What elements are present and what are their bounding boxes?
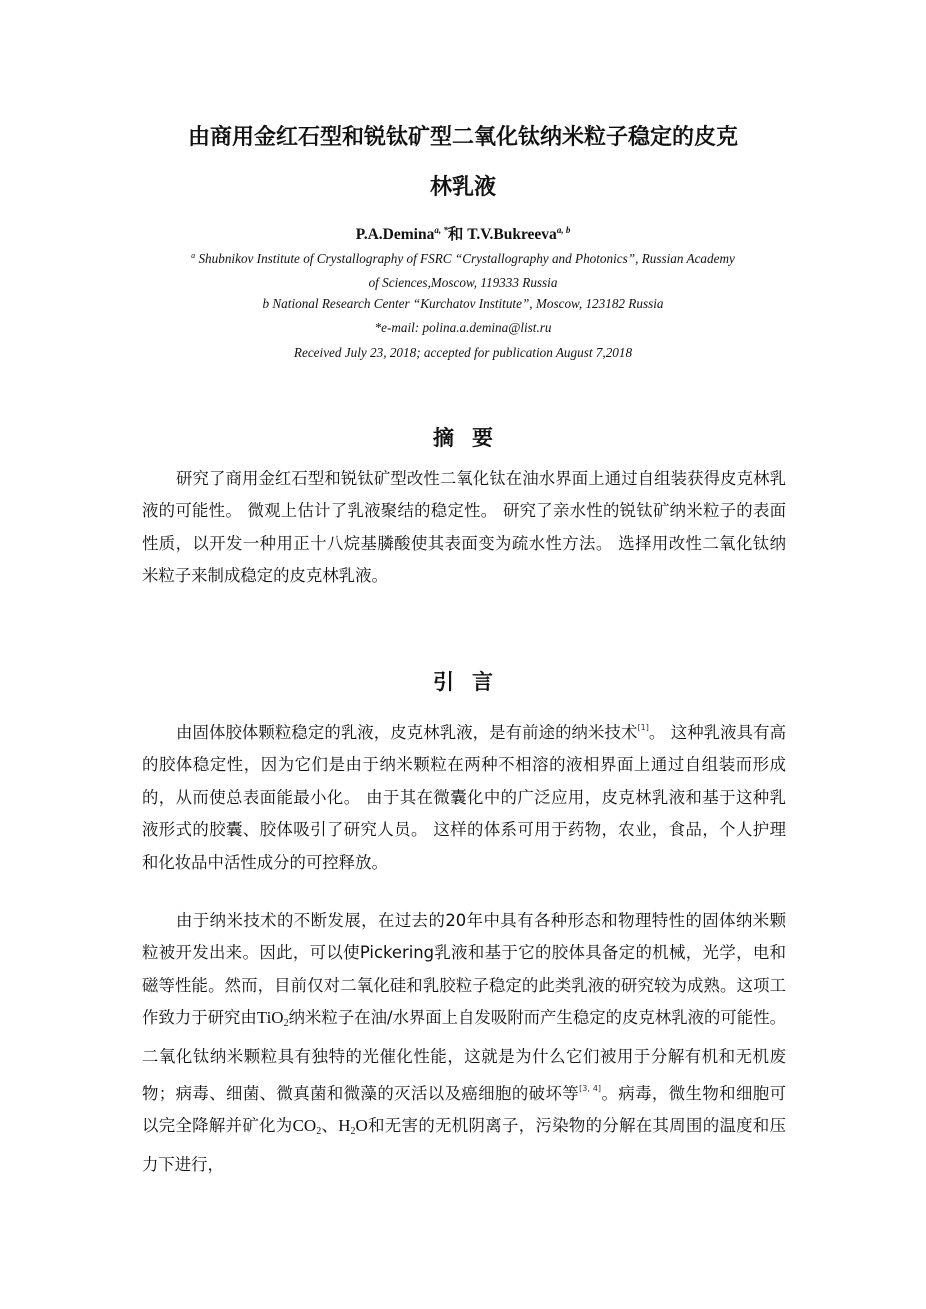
author-line (100, 219, 826, 246)
affiliation-b: b National Research Center “Kurchatov Institute”, Moscow, 123182 Russia (262, 296, 664, 311)
affiliation-a-mark: a (191, 251, 196, 260)
citation-ref-1[interactable]: [1] (637, 723, 649, 732)
paper-title (100, 113, 826, 213)
abstract-heading: 摘要 (433, 426, 511, 450)
intro-paragraph-1: 由固体胶体颗粒稳定的乳液，皮克林乳液，是有前途的纳米技术[1]。 这种乳液具有高的胶体稳定性，因为它们是由于纳米颗粒在两种不相溶的液相界面上通过自组装而形成的，从而使总表面能最小化。 由于其在微囊化中的广泛应用，皮克林乳液和基于这种乳液形式的胶囊、胶体吸引了研究人员。 这样的体系可用于药物，农业，食品，个人护理和化妆品中活性成分的可控释放。 (142, 723, 786, 872)
received-line: Received July 23, 2018; accepted for publication August 7,2018 (293, 345, 633, 360)
title-line-1: 由商用金红石型和锐钛矿型二氧化钛纳米粒子稳定的皮克 (187, 125, 738, 150)
abstract-text: 研究了商用金红石型和锐钛矿型改性二氧化钛在油水界面上通过自组装获得皮克林乳液的可能性。 微观上估计了乳液聚结的稳定性。 研究了亲水性的锐钛矿纳米粒子的表面性质，以开发一种用正十八烷基膦酸使其表面变为疏水性方法。 选择用改性二氧化钛纳米粒子来制成稳定的皮克林乳液。 (142, 469, 786, 586)
introduction-heading: 引言 (433, 670, 511, 694)
author-1-marks: a, * (434, 225, 448, 235)
author-2: T.V.Bukreeva (467, 226, 557, 243)
email-line: *e-mail: polina.a.demina@list.ru (374, 320, 552, 335)
affiliation-a-line-1: Shubnikov Institute of Crystallography of FSRC “Crystallography and Photonics”, Russian Academy (198, 251, 735, 266)
affiliation-a-line-2: of Sciences,Moscow, 119333 Russia (368, 275, 558, 291)
intro-paragraph-2: 由于纳米技术的不断发展，在过去的20年中具有各种形态和物理特性的固体纳米颗粒被开发出来。因此，可以使Pickering乳液和基于它的胶体具备定的机械，光学，电和磁等性能。然而，目前仅对二氧化硅和乳胶粒子稳定的此类乳液的研究较为成熟。这项工作致力于研究由TiO$_2$纳米粒子在油/水界面上自发吸附而产生稳定的皮克林乳液的可能性。二氧化钛纳米颗粒具有独特的光催化性能，这就是为什么它们被用于分解有机和无机废物；病毒、细菌、微真菌和微藻的灭活以及癌细胞的破坏等[3, 4]。病毒，微生物和细胞可以完全降解并矿化为$CO_2$、$H_2O$和无害的无机阴离子，污染物的分解在其周围的温度和压力下进行， (142, 911, 787, 1174)
author-1: P.A.Demina (355, 226, 435, 243)
title-line-2: 林乳液 (429, 175, 496, 200)
affiliation-a (120, 244, 806, 295)
citation-ref-3-4[interactable]: [3, 4] (579, 1084, 602, 1094)
author-2-marks: a, b (556, 225, 571, 235)
author-conjunction: 和 (447, 226, 464, 243)
